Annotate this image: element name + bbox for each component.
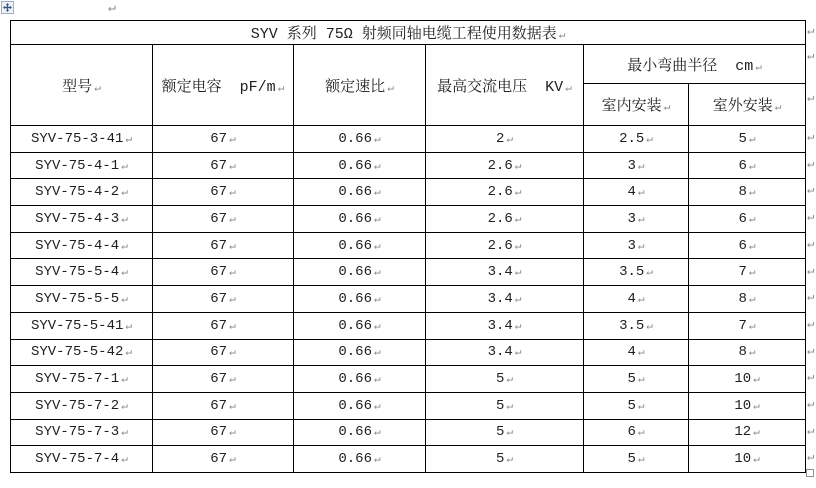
- end-of-cell-mark: ↵: [514, 160, 522, 173]
- table-cell[interactable]: [689, 419, 806, 446]
- table-row: [11, 232, 806, 259]
- end-of-cell-mark: ↵: [748, 320, 756, 333]
- cell-value: SYV-75-5-42: [30, 344, 124, 361]
- table-body: [11, 126, 806, 473]
- cell-value: 0.66: [338, 317, 372, 334]
- end-of-cell-mark: ↵: [514, 293, 522, 306]
- end-of-cell-mark: ↵: [506, 427, 514, 440]
- table-cell[interactable]: [294, 446, 426, 473]
- end-of-cell-mark: ↵: [637, 400, 645, 413]
- cell-value: 5: [627, 397, 636, 414]
- end-of-cell-mark: ↵: [229, 133, 236, 146]
- table-cell[interactable]: [153, 446, 294, 473]
- cell-value: SYV-75-7-2: [35, 397, 120, 414]
- table-cell[interactable]: [294, 152, 426, 179]
- table-cell[interactable]: [689, 286, 806, 313]
- cell-value: 3.4: [487, 317, 513, 334]
- table-title-cell[interactable]: [11, 21, 806, 45]
- cable-data-table: [10, 20, 806, 473]
- end-of-cell-mark: ↵: [229, 320, 236, 333]
- end-of-row-mark: ↵: [807, 423, 815, 438]
- end-of-cell-mark: ↵: [277, 82, 285, 95]
- header-max-ac-voltage[interactable]: 最高交流电压 KV ↵: [426, 45, 584, 126]
- cell-value: 67: [210, 424, 228, 441]
- table-cell[interactable]: [153, 179, 294, 206]
- cell-value: 3: [627, 157, 636, 174]
- header-model[interactable]: 型号 ↵: [11, 45, 153, 126]
- table-cell[interactable]: [426, 312, 584, 339]
- end-of-row-mark: ↵: [807, 24, 815, 38]
- end-of-cell-mark: ↵: [755, 61, 762, 74]
- table-cell[interactable]: [294, 126, 426, 153]
- header-capacitance[interactable]: 额定电容 pF/m ↵: [153, 45, 294, 126]
- cell-value: 6: [627, 424, 636, 441]
- cell-value: 2.6: [487, 184, 513, 201]
- cell-value: 3.4: [487, 290, 513, 307]
- cell-value: 0.66: [338, 290, 372, 307]
- cell-value: 0.66: [338, 130, 372, 147]
- cell-value: 3.4: [487, 264, 513, 281]
- end-of-cell-mark: ↵: [229, 160, 236, 173]
- cell-value: 6: [738, 157, 747, 174]
- table-cell[interactable]: [153, 392, 294, 419]
- cell-value: 67: [210, 157, 228, 174]
- table-cell[interactable]: [689, 232, 806, 259]
- table-cell[interactable]: [426, 446, 584, 473]
- table-cell[interactable]: [153, 286, 294, 313]
- cell-value: 12: [734, 424, 752, 441]
- end-of-cell-mark: ↵: [373, 347, 381, 360]
- header-indoor[interactable]: 室内安装 ↵: [584, 84, 689, 126]
- end-of-cell-mark: ↵: [121, 427, 128, 440]
- cell-value: SYV-75-4-2: [35, 184, 120, 201]
- end-of-cell-mark: ↵: [748, 160, 756, 173]
- table-cell[interactable]: [584, 339, 689, 366]
- end-of-cell-mark: ↵: [125, 347, 133, 360]
- end-of-cell-mark: ↵: [646, 267, 653, 280]
- end-of-cell-mark: ↵: [637, 454, 645, 467]
- end-of-cell-mark: ↵: [637, 213, 645, 226]
- table-row: [11, 339, 806, 366]
- table-cell[interactable]: [153, 312, 294, 339]
- end-of-cell-mark: ↵: [753, 400, 760, 413]
- table-cell[interactable]: [584, 206, 689, 233]
- table-title: SYV 系列 75Ω 射频同轴电缆工程使用数据表: [250, 26, 557, 43]
- cell-value: 7: [738, 317, 747, 334]
- table-cell[interactable]: [153, 366, 294, 393]
- table-cell[interactable]: [426, 232, 584, 259]
- cell-value: 5: [495, 451, 505, 468]
- end-of-cell-mark: ↵: [753, 374, 760, 387]
- cell-value: 0.66: [338, 184, 372, 201]
- table-cell[interactable]: [11, 366, 153, 393]
- end-of-row-mark: ↵: [807, 343, 815, 358]
- table-title-row: [11, 21, 806, 45]
- paragraph-mark: ↵: [108, 0, 116, 15]
- cell-value: 67: [210, 184, 228, 201]
- end-of-row-mark: ↵: [807, 263, 815, 278]
- table-cell[interactable]: [294, 206, 426, 233]
- end-of-cell-mark: ↵: [748, 133, 756, 146]
- table-cell[interactable]: [584, 312, 689, 339]
- end-of-cell-mark: ↵: [506, 454, 514, 467]
- end-of-cell-mark: ↵: [663, 102, 671, 114]
- table-cell[interactable]: [584, 446, 689, 473]
- cell-value: 67: [210, 237, 228, 254]
- cell-value: 5: [627, 451, 636, 468]
- cell-value: 2.6: [487, 237, 513, 254]
- table-cell[interactable]: [294, 392, 426, 419]
- cell-value: 67: [210, 451, 228, 468]
- table-cell[interactable]: [689, 179, 806, 206]
- table-cell[interactable]: [584, 392, 689, 419]
- end-of-cell-mark: ↵: [748, 187, 756, 200]
- table-row: [11, 206, 806, 233]
- table-row: [11, 312, 806, 339]
- end-of-cell-mark: ↵: [121, 267, 128, 280]
- table-cell[interactable]: [11, 339, 153, 366]
- end-of-cell-mark: ↵: [774, 102, 782, 114]
- cell-value: 67: [210, 290, 228, 307]
- end-of-cell-mark: ↵: [506, 133, 514, 146]
- table-cell[interactable]: [11, 206, 153, 233]
- table-cell[interactable]: [11, 126, 153, 153]
- table-cell[interactable]: [294, 419, 426, 446]
- table-cell[interactable]: [153, 419, 294, 446]
- table-cell[interactable]: [426, 392, 584, 419]
- table-cell[interactable]: [426, 152, 584, 179]
- cell-value: 4: [627, 290, 636, 307]
- end-of-cell-mark: ↵: [753, 454, 760, 467]
- cell-value: 3.4: [487, 344, 513, 361]
- cell-value: 0.66: [338, 237, 372, 254]
- end-of-row-mark: ↵: [807, 370, 815, 385]
- cell-value: 10: [734, 397, 752, 414]
- end-of-cell-mark: ↵: [229, 267, 236, 280]
- end-of-cell-mark: ↵: [637, 347, 645, 360]
- end-of-cell-mark: ↵: [229, 347, 236, 360]
- table-cell[interactable]: [153, 206, 294, 233]
- cell-value: 10: [734, 371, 752, 388]
- end-of-cell-mark: ↵: [514, 267, 522, 280]
- cell-value: 2.6: [487, 157, 513, 174]
- move-icon: [3, 3, 12, 12]
- end-of-row-mark: ↵: [807, 91, 815, 105]
- table-cell[interactable]: [584, 366, 689, 393]
- cell-value: 67: [210, 130, 228, 147]
- end-of-row-mark: ↵: [807, 210, 815, 225]
- cell-value: 8: [738, 184, 747, 201]
- end-of-cell-mark: ↵: [229, 293, 236, 306]
- end-of-cell-mark: ↵: [121, 293, 128, 306]
- end-of-cell-mark: ↵: [753, 427, 760, 440]
- end-of-cell-mark: ↵: [558, 30, 566, 42]
- header-speed-ratio[interactable]: 额定速比 ↵: [294, 45, 426, 126]
- end-of-cell-mark: ↵: [514, 213, 522, 226]
- end-of-cell-mark: ↵: [637, 240, 645, 253]
- cell-value: SYV-75-7-3: [35, 424, 120, 441]
- end-of-cell-mark: ↵: [506, 400, 514, 413]
- table-cell[interactable]: [11, 392, 153, 419]
- cell-value: 8: [738, 290, 747, 307]
- cell-value: 5: [738, 130, 747, 147]
- table-cell[interactable]: [689, 259, 806, 286]
- end-of-cell-mark: ↵: [637, 374, 645, 387]
- cell-value: SYV-75-4-1: [35, 157, 120, 174]
- table-cell[interactable]: [689, 152, 806, 179]
- table-cell[interactable]: [294, 286, 426, 313]
- table-cell[interactable]: [689, 446, 806, 473]
- table-cell[interactable]: [584, 259, 689, 286]
- cell-value: 0.66: [338, 451, 372, 468]
- cell-value: 5: [495, 424, 505, 441]
- table-row: [11, 419, 806, 446]
- table-cell[interactable]: [689, 126, 806, 153]
- table-cell[interactable]: [294, 259, 426, 286]
- end-of-cell-mark: ↵: [373, 320, 381, 333]
- end-of-cell-mark: ↵: [94, 82, 101, 95]
- table-cell[interactable]: [426, 126, 584, 153]
- end-of-row-mark: ↵: [807, 236, 815, 251]
- table-cell[interactable]: [426, 366, 584, 393]
- table-cell[interactable]: [11, 446, 153, 473]
- end-of-cell-mark: ↵: [121, 213, 128, 226]
- end-of-row-mark: ↵: [807, 450, 815, 465]
- table-cell[interactable]: [426, 286, 584, 313]
- table-cell[interactable]: [11, 152, 153, 179]
- end-of-row-mark: ↵: [807, 156, 815, 171]
- table-cell[interactable]: [689, 206, 806, 233]
- end-of-cell-mark: ↵: [637, 293, 645, 306]
- cell-value: 4: [627, 184, 636, 201]
- end-of-cell-mark: ↵: [637, 427, 645, 440]
- end-of-cell-mark: ↵: [121, 240, 128, 253]
- end-of-cell-mark: ↵: [121, 160, 128, 173]
- end-of-cell-mark: ↵: [229, 213, 236, 226]
- header-row-1: [11, 45, 806, 84]
- table-move-handle[interactable]: [1, 1, 14, 14]
- end-of-cell-mark: ↵: [748, 267, 756, 280]
- table-row: [11, 152, 806, 179]
- cell-value: 5: [495, 371, 505, 388]
- table-cell[interactable]: [153, 232, 294, 259]
- table-cell[interactable]: [153, 126, 294, 153]
- cell-value: 5: [495, 397, 505, 414]
- table-cell[interactable]: [11, 232, 153, 259]
- cell-value: SYV-75-7-4: [35, 451, 120, 468]
- end-of-cell-mark: ↵: [748, 240, 756, 253]
- table-cell[interactable]: [426, 179, 584, 206]
- end-of-cell-mark: ↵: [373, 133, 381, 146]
- table-cell[interactable]: [153, 259, 294, 286]
- table-cell[interactable]: [153, 152, 294, 179]
- end-of-cell-mark: ↵: [373, 187, 381, 200]
- cell-value: SYV-75-5-41: [30, 317, 124, 334]
- cell-value: 67: [210, 371, 228, 388]
- table-resize-handle[interactable]: [806, 469, 814, 477]
- cell-value: 67: [210, 210, 228, 227]
- table-cell[interactable]: [426, 339, 584, 366]
- table-cell[interactable]: [11, 286, 153, 313]
- end-of-cell-mark: ↵: [514, 320, 522, 333]
- table-cell[interactable]: [294, 179, 426, 206]
- end-of-cell-mark: ↵: [229, 240, 236, 253]
- cell-value: 3.5: [619, 317, 645, 334]
- cell-value: SYV-75-7-1: [35, 371, 120, 388]
- table-cell[interactable]: [584, 152, 689, 179]
- end-of-cell-mark: ↵: [121, 187, 128, 200]
- cell-value: 0.66: [338, 344, 372, 361]
- end-of-row-mark: ↵: [807, 183, 815, 198]
- end-of-cell-mark: ↵: [373, 267, 381, 280]
- end-of-cell-mark: ↵: [506, 374, 514, 387]
- cell-value: 67: [210, 397, 228, 414]
- table-cell[interactable]: [689, 339, 806, 366]
- table-row: [11, 179, 806, 206]
- cell-value: SYV-75-4-3: [35, 210, 120, 227]
- end-of-cell-mark: ↵: [748, 347, 756, 360]
- cell-value: 4: [627, 344, 636, 361]
- table-row: [11, 366, 806, 393]
- cell-value: 3: [627, 237, 636, 254]
- table-cell[interactable]: [11, 419, 153, 446]
- end-of-cell-mark: ↵: [229, 374, 236, 387]
- cell-value: 8: [738, 344, 747, 361]
- end-of-cell-mark: ↵: [229, 187, 236, 200]
- table-cell[interactable]: [584, 286, 689, 313]
- end-of-cell-mark: ↵: [373, 213, 381, 226]
- header-min-bend-radius[interactable]: 最小弯曲半径 cm ↵: [584, 45, 806, 84]
- table-cell[interactable]: [11, 259, 153, 286]
- table-cell[interactable]: [584, 419, 689, 446]
- table-cell[interactable]: [294, 339, 426, 366]
- cell-value: SYV-75-4-4: [35, 237, 120, 254]
- cell-value: 0.66: [338, 424, 372, 441]
- cell-value: 6: [738, 237, 747, 254]
- table-cell[interactable]: [426, 259, 584, 286]
- table-row: [11, 286, 806, 313]
- table-cell[interactable]: [689, 366, 806, 393]
- table-cell[interactable]: [294, 232, 426, 259]
- cell-value: 2: [495, 130, 505, 147]
- cell-value: 67: [210, 264, 228, 281]
- end-of-cell-mark: ↵: [373, 160, 381, 173]
- cell-value: SYV-75-3-41: [30, 130, 124, 147]
- end-of-cell-mark: ↵: [229, 400, 236, 413]
- table-cell[interactable]: [426, 206, 584, 233]
- cell-value: SYV-75-5-4: [35, 264, 120, 281]
- cell-value: 0.66: [338, 210, 372, 227]
- end-of-cell-mark: ↵: [373, 454, 381, 467]
- cell-value: 6: [738, 210, 747, 227]
- cell-value: 2.6: [487, 210, 513, 227]
- end-of-cell-mark: ↵: [565, 82, 572, 95]
- table-cell[interactable]: [153, 339, 294, 366]
- table-cell[interactable]: [584, 126, 689, 153]
- cell-value: 3.5: [619, 264, 645, 281]
- table-row: [11, 259, 806, 286]
- table-row: [11, 126, 806, 153]
- cell-value: 67: [210, 344, 228, 361]
- end-of-cell-mark: ↵: [646, 320, 653, 333]
- table-cell[interactable]: [294, 312, 426, 339]
- end-of-cell-mark: ↵: [514, 240, 522, 253]
- table-cell[interactable]: [294, 366, 426, 393]
- end-of-cell-mark: ↵: [229, 454, 236, 467]
- end-of-cell-mark: ↵: [373, 240, 381, 253]
- end-of-cell-mark: ↵: [125, 133, 133, 146]
- cell-value: 3: [627, 210, 636, 227]
- end-of-cell-mark: ↵: [121, 454, 128, 467]
- end-of-row-mark: ↵: [807, 290, 815, 305]
- table-cell[interactable]: [11, 312, 153, 339]
- end-of-row-mark: ↵: [807, 130, 815, 144]
- end-of-row-mark: ↵: [807, 316, 815, 331]
- end-of-cell-mark: ↵: [121, 374, 128, 387]
- table-cell[interactable]: [426, 419, 584, 446]
- table-row: [11, 392, 806, 419]
- end-of-cell-mark: ↵: [514, 347, 522, 360]
- end-of-row-mark: ↵: [807, 49, 815, 63]
- end-of-cell-mark: ↵: [637, 160, 645, 173]
- table-cell[interactable]: [11, 179, 153, 206]
- end-of-cell-mark: ↵: [121, 400, 128, 413]
- table-cell[interactable]: [689, 312, 806, 339]
- table-cell[interactable]: [584, 232, 689, 259]
- cell-value: 0.66: [338, 371, 372, 388]
- end-of-cell-mark: ↵: [748, 213, 756, 226]
- end-of-row-mark: ↵: [807, 397, 815, 411]
- cell-value: 5: [627, 371, 636, 388]
- cell-value: SYV-75-5-5: [35, 290, 120, 307]
- table-cell[interactable]: [689, 392, 806, 419]
- header-outdoor[interactable]: 室外安装 ↵: [689, 84, 806, 126]
- cell-value: 0.66: [338, 397, 372, 414]
- cell-value: 67: [210, 317, 228, 334]
- cell-value: 2.5: [619, 130, 645, 147]
- cell-value: 0.66: [338, 264, 372, 281]
- end-of-cell-mark: ↵: [387, 82, 394, 95]
- end-of-cell-mark: ↵: [637, 187, 645, 200]
- cell-value: 7: [738, 264, 747, 281]
- end-of-cell-mark: ↵: [373, 427, 381, 440]
- end-of-cell-mark: ↵: [748, 293, 756, 306]
- table-cell[interactable]: [584, 179, 689, 206]
- end-of-cell-mark: ↵: [373, 374, 381, 387]
- end-of-cell-mark: ↵: [373, 293, 381, 306]
- end-of-cell-mark: ↵: [373, 400, 381, 413]
- end-of-cell-mark: ↵: [229, 427, 236, 440]
- cell-value: 0.66: [338, 157, 372, 174]
- end-of-cell-mark: ↵: [646, 133, 653, 146]
- table-row: [11, 446, 806, 473]
- end-of-cell-mark: ↵: [125, 320, 133, 333]
- end-of-cell-mark: ↵: [514, 187, 522, 200]
- cell-value: 10: [734, 451, 752, 468]
